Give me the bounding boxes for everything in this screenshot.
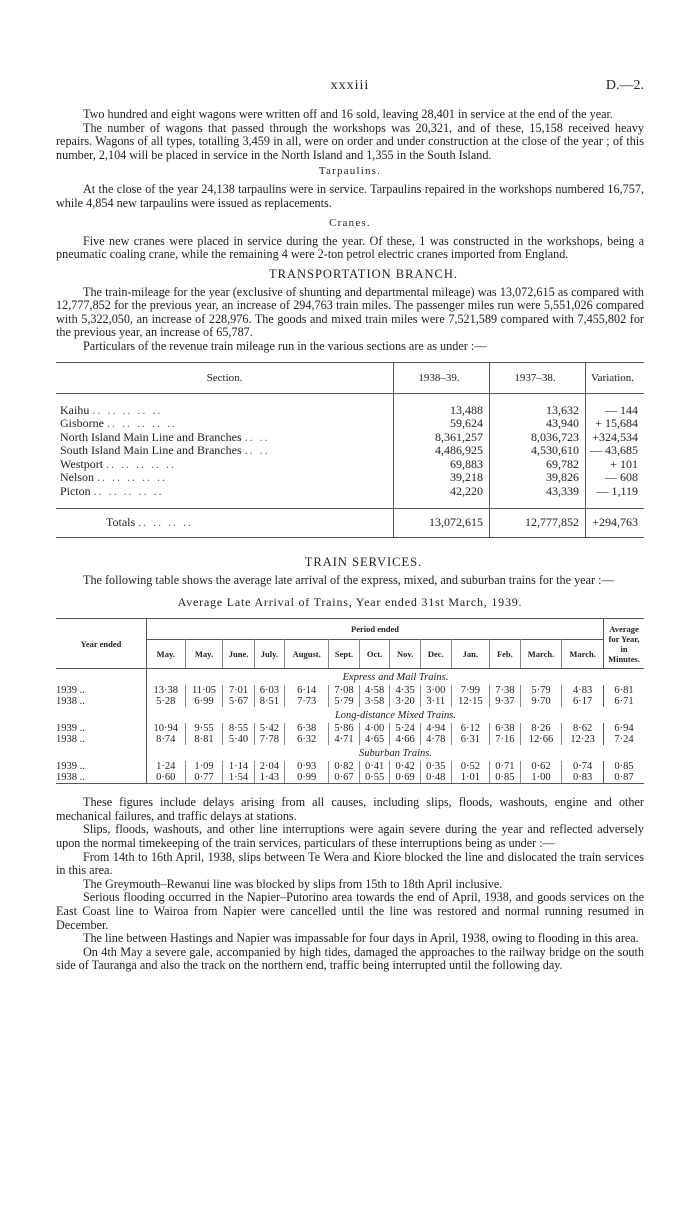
month-value: 6·38 bbox=[490, 723, 521, 734]
header-year-ended: Year ended bbox=[56, 619, 147, 669]
row-year: 1939 .. bbox=[56, 685, 147, 696]
header-section: Section. bbox=[56, 363, 394, 394]
document-page bbox=[56, 0, 644, 973]
section-name: South Island Main Line and Branches bbox=[60, 443, 242, 457]
row-year: 1938 .. bbox=[56, 696, 147, 707]
group-title-row bbox=[56, 745, 644, 761]
month-value: 5·24 bbox=[390, 723, 421, 734]
section-name: North Island Main Line and Branches bbox=[60, 429, 242, 444]
month-value: 5·67 bbox=[223, 696, 254, 707]
value-1937-38: 43,339 bbox=[489, 485, 585, 499]
value-1937-38: 4,530,610 bbox=[489, 444, 585, 458]
paragraph-delays-4: The Greymouth–Rewanui line was blocked by slips from 15th to 18th April inclusive. bbox=[83, 876, 503, 891]
month-value: 3·00 bbox=[420, 685, 451, 696]
paragraph-delays-5: Serious flooding occurred in the Napier–Putorino area towards the end of April, 1938, and goods services on the East Coast line to Wairoa from Napier were cancelled until the line was restored and normal running resumed in December. bbox=[56, 890, 644, 932]
month-value: 5·40 bbox=[223, 734, 254, 745]
value-variation: — 144 bbox=[605, 402, 638, 417]
value-variation: +324,534 bbox=[592, 429, 638, 444]
month-value: 1·00 bbox=[520, 772, 562, 783]
month-value: 0·41 bbox=[359, 761, 390, 772]
month-header: Oct. bbox=[359, 640, 390, 669]
value-1937-38: 8,036,723 bbox=[489, 431, 585, 445]
month-header: August. bbox=[285, 640, 329, 669]
value-1937-38: 43,940 bbox=[489, 417, 585, 431]
month-value: 8·81 bbox=[185, 734, 223, 745]
month-value: 1·54 bbox=[223, 772, 254, 783]
table-bottom-rule bbox=[56, 537, 644, 538]
heading-train-services: TRAIN SERVICES. bbox=[304, 555, 423, 569]
month-value: 3·58 bbox=[359, 696, 390, 707]
month-value: 0·55 bbox=[359, 772, 390, 783]
month-header: July. bbox=[254, 640, 285, 669]
month-value: 5·86 bbox=[329, 723, 360, 734]
total-1938-39: 13,072,615 bbox=[394, 509, 490, 538]
year-average: 6·71 bbox=[614, 696, 634, 708]
paragraph-cranes: Five new cranes were placed in service during the year. Of these, 1 was constructed in the workshops, being a pneumatic coaling crane, while the remaining 4 were 2-ton petrol electric cranes imported from England. bbox=[56, 233, 644, 262]
section-mileage-table bbox=[56, 363, 644, 538]
year-average: 6·81 bbox=[614, 685, 634, 697]
section-name: Kaihu bbox=[60, 402, 90, 417]
table-row: Kaihu .. .. .. .. .. 13,488 13,632 — 144 bbox=[56, 404, 644, 418]
month-header: May. bbox=[185, 640, 223, 669]
table-row bbox=[56, 761, 644, 772]
month-value: 8·26 bbox=[520, 723, 562, 734]
value-1938-39: 8,361,257 bbox=[394, 431, 490, 445]
paragraph-delays-1: These figures include delays arising from all causes, including slips, floods, washouts, engine and other mechanical failures, and traffic delays at stations. bbox=[56, 795, 644, 823]
table-header-row bbox=[56, 363, 644, 394]
total-1937-38: 12,777,852 bbox=[489, 509, 585, 538]
paragraph-particulars: Particulars of the revenue train mileage run in the various sections are as under :— bbox=[83, 338, 487, 353]
month-value: 4·35 bbox=[390, 685, 421, 696]
row-year: 1938 .. bbox=[56, 772, 147, 783]
month-header: June. bbox=[223, 640, 254, 669]
paragraph-tarpaulins: At the close of the year 24,138 tarpaulins were in service. Tarpaulins repaired in the workshops numbered 16,757, while 4,854 new tarpaulins were issued as replacements. bbox=[56, 181, 644, 210]
month-value: 5·42 bbox=[254, 723, 285, 734]
value-variation: — 608 bbox=[605, 470, 638, 484]
section-name: Picton bbox=[60, 483, 91, 498]
value-1938-39: 42,220 bbox=[394, 485, 490, 499]
late-arrival-table bbox=[56, 618, 644, 783]
document-reference: D.—2. bbox=[605, 78, 644, 93]
heading-cranes: Cranes. bbox=[329, 217, 371, 230]
group-title: Express and Mail Trains. bbox=[342, 671, 449, 683]
month-header: Nov. bbox=[390, 640, 421, 669]
month-header: March. bbox=[562, 640, 604, 669]
month-value: 1·43 bbox=[254, 772, 285, 783]
group-title-row bbox=[56, 669, 644, 686]
month-header: Sept. bbox=[329, 640, 360, 669]
month-value: 4·58 bbox=[359, 685, 390, 696]
month-value: 0·93 bbox=[285, 761, 329, 772]
paragraph-wagons-1: Two hundred and eight wagons were written off and 16 sold, leaving 28,401 in service at the end of the year. bbox=[83, 107, 613, 121]
page-number: xxxiii bbox=[330, 78, 370, 93]
group-title-row bbox=[56, 707, 644, 723]
month-value: 4·78 bbox=[420, 734, 451, 745]
year-average: 0·85 bbox=[614, 761, 634, 773]
total-variation: +294,763 bbox=[586, 509, 645, 538]
row-year: 1938 .. bbox=[56, 734, 147, 745]
paragraph-train-services: The following table shows the average late arrival of the express, mixed, and suburban trains for the year :— bbox=[83, 572, 614, 587]
totals-label: Totals bbox=[106, 515, 136, 530]
month-value: 6·14 bbox=[285, 685, 329, 696]
month-value: 4·83 bbox=[562, 685, 604, 696]
table-row: South Island Main Line and Branches .. .. 4,486,925 4,530,610 — 43,685 bbox=[56, 444, 644, 458]
month-value: 12·66 bbox=[520, 734, 562, 745]
totals-row: Totals .. .. .. .. 13,072,615 12,777,852 +294,763 bbox=[56, 509, 644, 538]
value-variation: — 43,685 bbox=[590, 443, 638, 457]
paragraph-delays-2: Slips, floods, washouts, and other line interruptions were again severe during the year and reflected adversely upon the normal timekeeping of the train services, particulars of these interruptions being as under :— bbox=[56, 822, 644, 850]
paragraph-wagons-2: The number of wagons that passed through the workshops was 20,321, and of these, 15,158 received heavy repairs. Wagons of all types, totalling 3,459 in all, were on order and under construction at the close of the year ; of this number, 2,104 will be placed in service in the North Island and 1,355 in the South Island. bbox=[56, 120, 644, 162]
month-value: 2·04 bbox=[254, 761, 285, 772]
month-header: Feb. bbox=[490, 640, 521, 669]
header-average: Average for Year, in Minutes. bbox=[604, 619, 645, 669]
month-value: 0·82 bbox=[329, 761, 360, 772]
row-year: 1939 .. bbox=[56, 723, 147, 734]
page-header bbox=[56, 78, 644, 108]
value-1938-39: 13,488 bbox=[394, 404, 490, 418]
table-row: Picton .. .. .. .. .. 42,220 43,339 — 1,119 bbox=[56, 485, 644, 499]
month-value: 4·71 bbox=[329, 734, 360, 745]
group-title: Suburban Trains. bbox=[359, 747, 432, 759]
value-variation: + 15,684 bbox=[595, 416, 638, 430]
month-value: 0·42 bbox=[390, 761, 421, 772]
table-row bbox=[56, 723, 644, 734]
header-1938-39: 1938–39. bbox=[394, 363, 490, 394]
month-header: Dec. bbox=[420, 640, 451, 669]
month-value: 1·14 bbox=[223, 761, 254, 772]
month-value: 6·32 bbox=[285, 734, 329, 745]
month-value: 0·35 bbox=[420, 761, 451, 772]
row-year: 1939 .. bbox=[56, 761, 147, 772]
month-value: 7·01 bbox=[223, 685, 254, 696]
month-value: 9·37 bbox=[490, 696, 521, 707]
heading-tarpaulins: Tarpaulins. bbox=[318, 165, 382, 178]
month-value: 0·71 bbox=[490, 761, 521, 772]
paragraph-transport: The train-mileage for the year (exclusive of shunting and departmental mileage) was 13,072,615 as compared with 12,777,852 for the previous year, an increase of 294,763 train miles. The passenger miles run were 5,551,026 compared with 5,322,050, an increase of 228,976. The goods and mixed train miles were 7,521,589 compared with 7,455,802 for the previous year, an increase of 65,787. bbox=[56, 284, 644, 340]
month-value: 0·48 bbox=[420, 772, 451, 783]
month-value: 5·79 bbox=[329, 696, 360, 707]
paragraph-delays-6: The line between Hastings and Napier was impassable for four days in April, 1938, owing to flooding in this area. bbox=[83, 931, 639, 946]
month-value: 6·99 bbox=[185, 696, 223, 707]
value-1938-39: 39,218 bbox=[394, 471, 490, 485]
heading-transportation-branch: TRANSPORTATION BRANCH. bbox=[268, 266, 459, 281]
table-row: Nelson .. .. .. .. .. 39,218 39,826 — 608 bbox=[56, 471, 644, 485]
month-header: March. bbox=[520, 640, 562, 669]
month-value: 0·60 bbox=[147, 772, 186, 783]
month-value: 12·23 bbox=[562, 734, 604, 745]
table-row bbox=[56, 772, 644, 783]
month-value: 0·62 bbox=[520, 761, 562, 772]
table-row: Gisborne .. .. .. .. .. 59,624 43,940 + 15,684 bbox=[56, 417, 644, 431]
month-value: 6·17 bbox=[562, 696, 604, 707]
late-arrival-body bbox=[56, 669, 644, 784]
header-1937-38: 1937–38. bbox=[489, 363, 585, 394]
month-value: 9·55 bbox=[185, 723, 223, 734]
month-value: 5·28 bbox=[147, 696, 186, 707]
month-value: 7·73 bbox=[285, 696, 329, 707]
month-value: 6·12 bbox=[451, 723, 490, 734]
year-average: 0·87 bbox=[614, 772, 634, 784]
month-value: 4·66 bbox=[390, 734, 421, 745]
month-value: 7·16 bbox=[490, 734, 521, 745]
month-header: Jan. bbox=[451, 640, 490, 669]
month-value: 1·01 bbox=[451, 772, 490, 783]
value-1937-38: 13,632 bbox=[489, 404, 585, 418]
month-value: 0·52 bbox=[451, 761, 490, 772]
paragraph-delays-3: From 14th to 16th April, 1938, slips between Te Wera and Kiore blocked the line and dislocated the train services in this area. bbox=[56, 849, 644, 878]
value-variation: — 1,119 bbox=[596, 483, 638, 498]
month-value: 6·31 bbox=[451, 734, 490, 745]
month-value: 7·78 bbox=[254, 734, 285, 745]
table-row: Westport .. .. .. .. .. 69,883 69,782 + 101 bbox=[56, 458, 644, 472]
month-value: 1·09 bbox=[185, 761, 223, 772]
month-value: 4·65 bbox=[359, 734, 390, 745]
month-value: 11·05 bbox=[185, 685, 223, 696]
table-caption: Average Late Arrival of Trains, Year ended 31st March, 1939. bbox=[177, 595, 523, 610]
month-value: 7·99 bbox=[451, 685, 490, 696]
month-value: 13·38 bbox=[147, 685, 186, 696]
month-value: 3·11 bbox=[420, 696, 451, 707]
month-value: 5·79 bbox=[520, 685, 562, 696]
group-title: Long-distance Mixed Trains. bbox=[334, 709, 457, 721]
section-name: Westport bbox=[60, 456, 104, 471]
value-1938-39: 59,624 bbox=[394, 417, 490, 431]
month-value: 12·15 bbox=[451, 696, 490, 707]
month-value: 0·85 bbox=[490, 772, 521, 783]
month-value: 0·99 bbox=[285, 772, 329, 783]
month-value: 3·20 bbox=[390, 696, 421, 707]
month-value: 8·74 bbox=[147, 734, 186, 745]
month-value: 6·03 bbox=[254, 685, 285, 696]
section-name: Nelson bbox=[60, 470, 94, 484]
value-1937-38: 69,782 bbox=[489, 458, 585, 472]
value-1938-39: 69,883 bbox=[394, 458, 490, 472]
month-value: 4·00 bbox=[359, 723, 390, 734]
value-1937-38: 39,826 bbox=[489, 471, 585, 485]
month-value: 0·67 bbox=[329, 772, 360, 783]
table-row bbox=[56, 734, 644, 745]
month-value: 0·83 bbox=[562, 772, 604, 783]
month-value: 7·38 bbox=[490, 685, 521, 696]
month-value: 10·94 bbox=[147, 723, 186, 734]
table-row: North Island Main Line and Branches .. .. 8,361,257 8,036,723 +324,534 bbox=[56, 431, 644, 445]
header-period-ended: Period ended bbox=[147, 619, 604, 640]
month-value: 8·51 bbox=[254, 696, 285, 707]
value-variation: + 101 bbox=[610, 456, 638, 471]
month-value: 0·77 bbox=[185, 772, 223, 783]
paragraph-delays-7: On 4th May a severe gale, accompanied by high tides, damaged the approaches to the railway bridge on the south side of Tauranga and also the track on the northern end, traffic being interrupted until the following day. bbox=[56, 944, 644, 973]
section-name: Gisborne bbox=[60, 416, 104, 430]
month-value: 6·38 bbox=[285, 723, 329, 734]
header-variation: Variation. bbox=[586, 363, 645, 394]
month-header: May. bbox=[147, 640, 186, 669]
table-row bbox=[56, 696, 644, 707]
table-row bbox=[56, 685, 644, 696]
month-value: 7·08 bbox=[329, 685, 360, 696]
month-value: 0·69 bbox=[390, 772, 421, 783]
value-1938-39: 4,486,925 bbox=[394, 444, 490, 458]
month-value: 8·55 bbox=[223, 723, 254, 734]
month-value: 4·94 bbox=[420, 723, 451, 734]
month-value: 1·24 bbox=[147, 761, 186, 772]
year-average: 7·24 bbox=[614, 734, 634, 746]
month-value: 0·74 bbox=[562, 761, 604, 772]
year-average: 6·94 bbox=[614, 723, 634, 735]
month-value: 9·70 bbox=[520, 696, 562, 707]
month-value: 8·62 bbox=[562, 723, 604, 734]
table-header-row bbox=[56, 619, 644, 640]
